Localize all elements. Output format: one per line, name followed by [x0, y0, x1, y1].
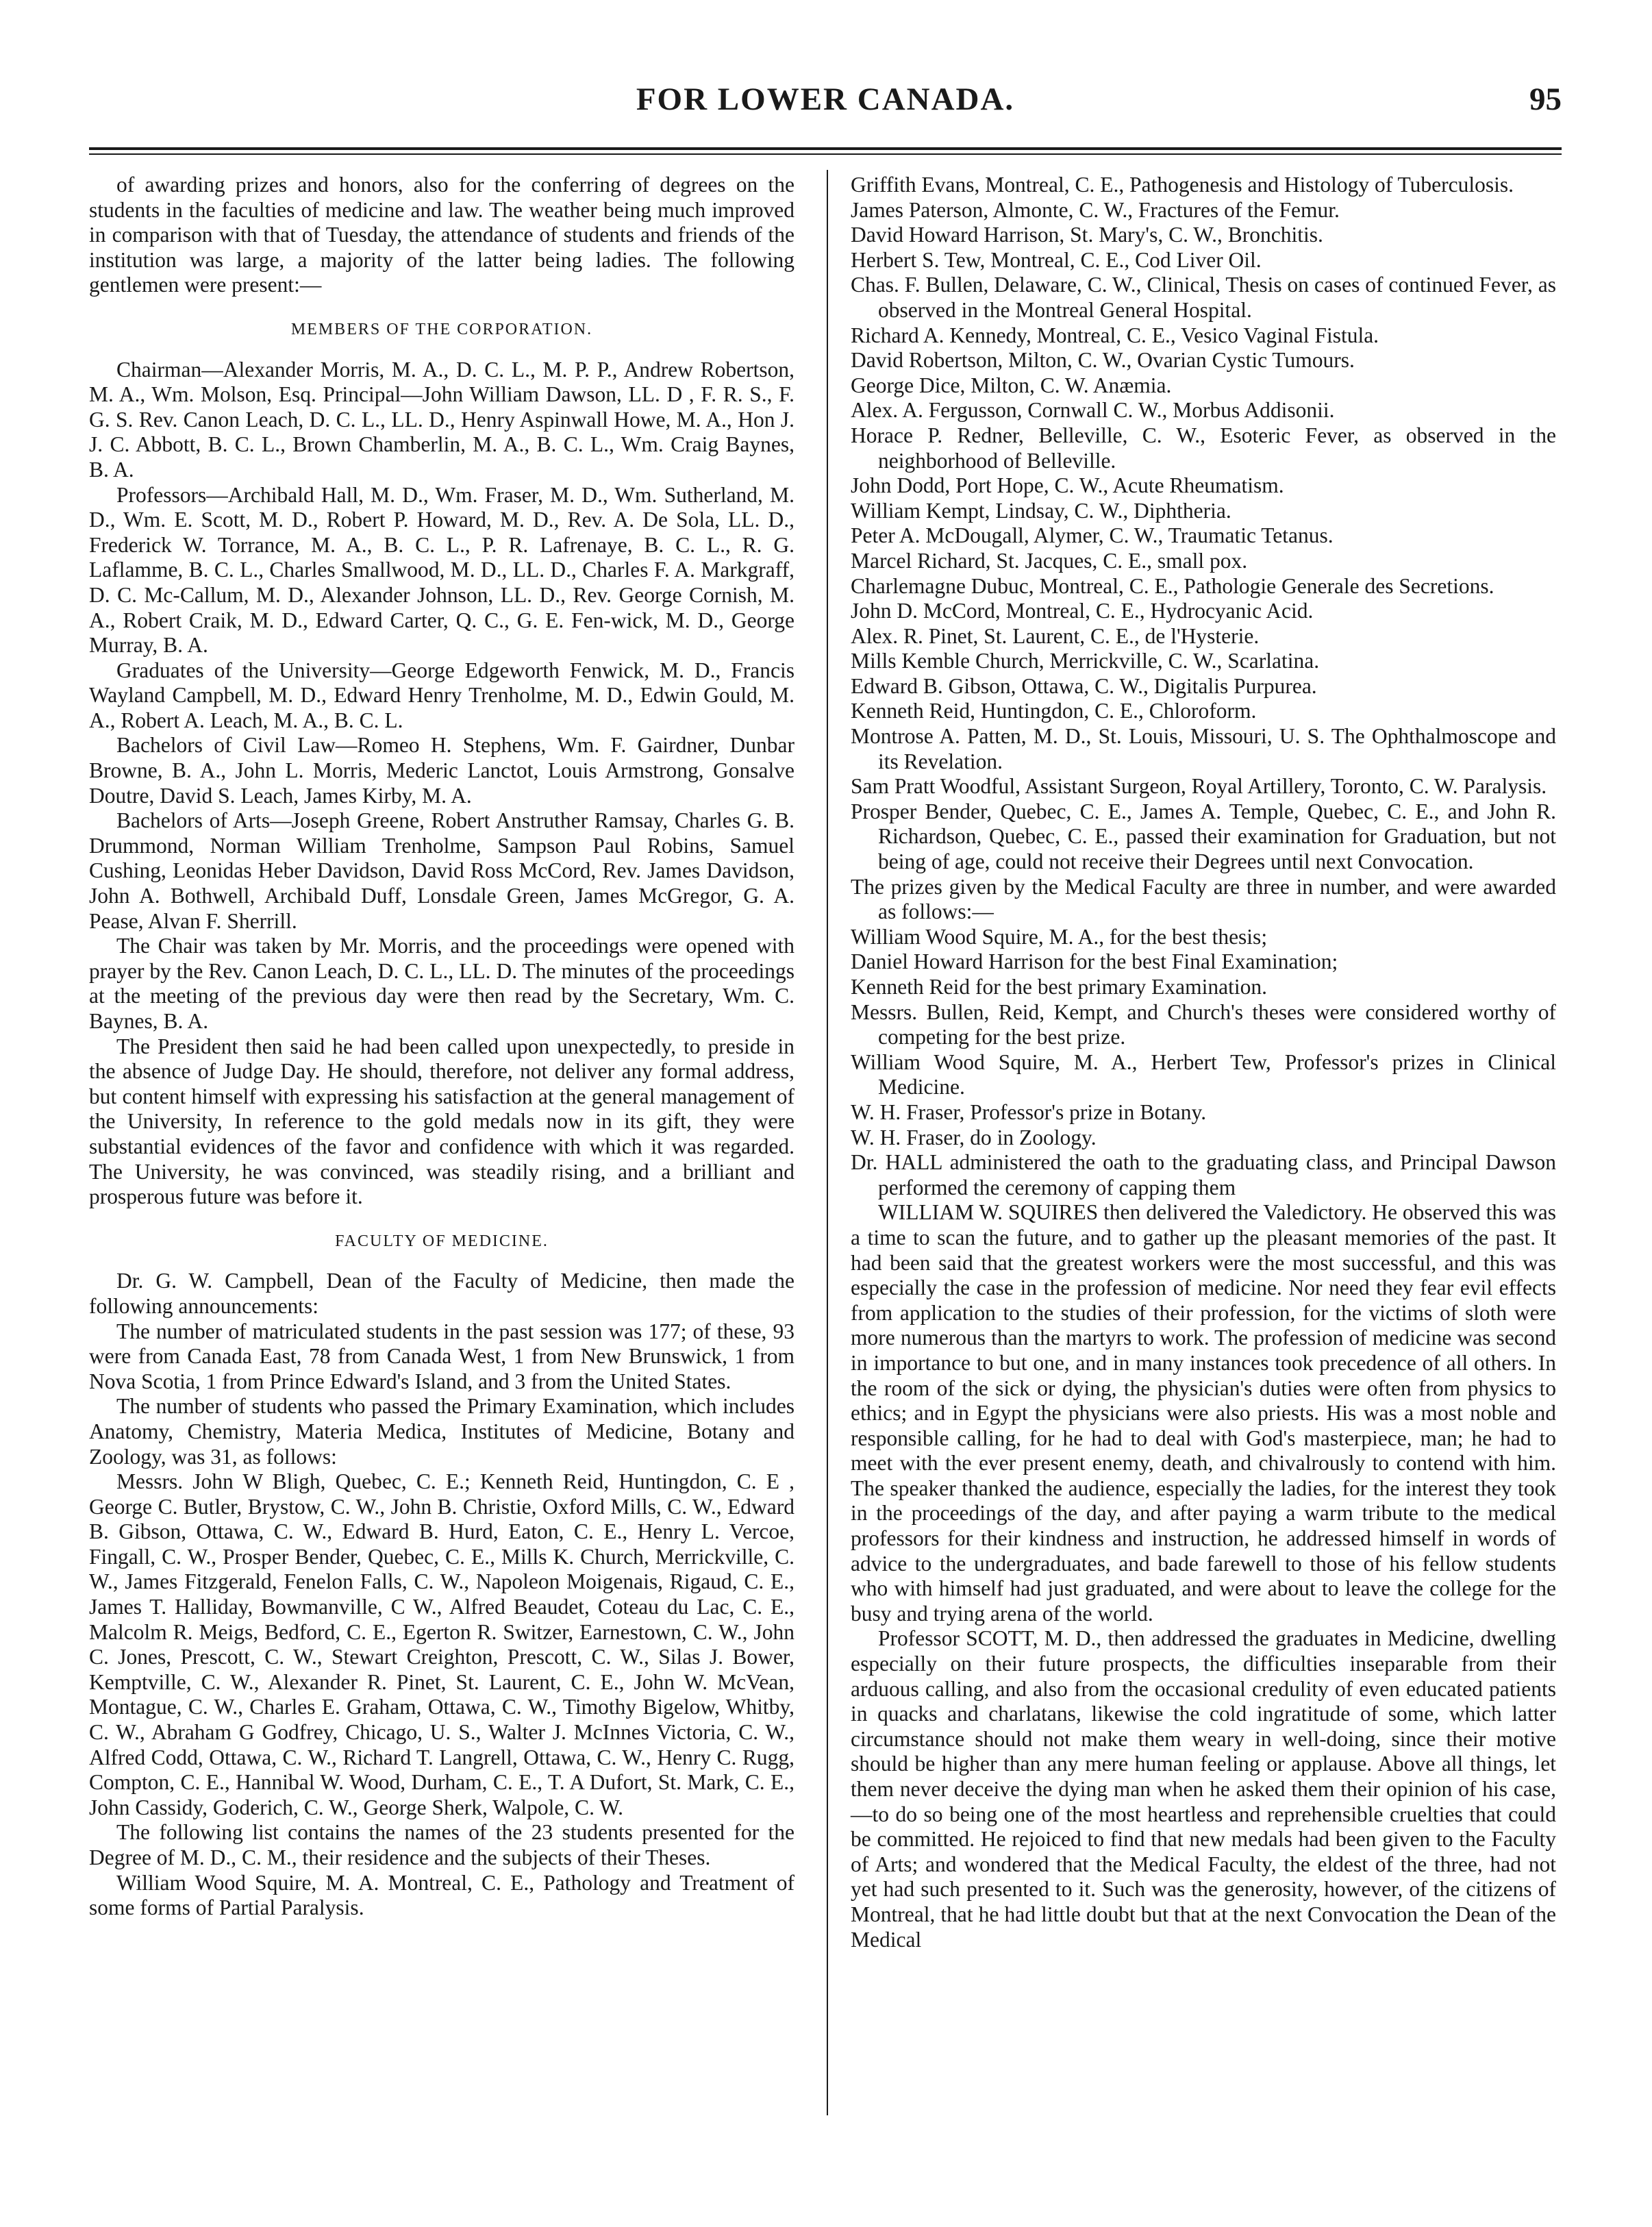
list-entry: Marcel Richard, St. Jacques, C. E., small pox.	[851, 548, 1248, 573]
paragraph: Bachelors of Arts—Joseph Greene, Robert Anstruther Ramsay, Charles G. B. Drummond, Norman William Trenholme, Sampson Paul Robins, Samuel Cushing, Leonidas Heber Davidson, David Ross McCord, Rev. James Davidson, John A. Bothwell, Archibald Duff, Lonsdale Green, James McGregor, G. A. Pease, Alvan F. Sherrill.	[89, 808, 794, 933]
list-entry: Edward B. Gibson, Ottawa, C. W., Digitalis Purpurea.	[851, 673, 1317, 698]
list-entry: William Wood Squire, M. A., for the best thesis;	[851, 924, 1268, 949]
list-entry: W. H. Fraser, do in Zoology.	[851, 1125, 1097, 1149]
list-entry: David Howard Harrison, St. Mary's, C. W., Bronchitis.	[851, 223, 1323, 247]
list-entry: William Kempt, Lindsay, C. W., Diphtheria.	[851, 498, 1231, 523]
column-divider	[827, 170, 828, 2115]
paragraph: Bachelors of Civil Law—Romeo H. Stephens, Wm. F. Gairdner, Dunbar Browne, B. A., John L. Morris, Mederic Lanctot, Louis Armstrong, Gonsalve Doutre, David S. Leach, James Kirby, M. A.	[89, 733, 794, 808]
list-entry: George Dice, Milton, C. W. Anæmia.	[851, 373, 1172, 397]
list-entry: Sam Pratt Woodful, Assistant Surgeon, Royal Artillery, Toronto, C. W. Paralysis.	[851, 774, 1547, 799]
paragraph: The following list contains the names of the 23 students presented for the Degree of M. D., C. M., their residence and the subjects of their Theses.	[89, 1820, 794, 1869]
list-entry: Alex. R. Pinet, St. Laurent, C. E., de l'Hysterie.	[851, 623, 1260, 648]
page-number: 95	[1529, 82, 1562, 117]
list-entry: Chas. F. Bullen, Delaware, C. W., Clinical, Thesis on cases of continued Fever, as observed in the Montreal General Hospital.	[851, 273, 1556, 322]
paragraph: Graduates of the University—George Edgeworth Fenwick, M. D., Francis Wayland Campbell, M. D., Edward Henry Trenholme, M. D., Edwin Gould, M. A., Robert A. Leach, M. A., B. C. L.	[89, 658, 794, 732]
list-entry: The prizes given by the Medical Faculty are three in number, and were awarded as follows:—	[851, 874, 1556, 924]
paragraph: of awarding prizes and honors, also for the conferring of degrees on the students in the faculties of medicine and law. The weather being much improved in comparison with that of Tuesday, the attendance of students and friends of the institution was large, a majority of the latter being ladies. The following gentlemen were present:—	[89, 173, 794, 297]
list-entry: Montrose A. Patten, M. D., St. Louis, Missouri, U. S. The Ophthalmoscope and its Revelation.	[851, 724, 1556, 773]
list-entry: David Robertson, Milton, C. W., Ovarian Cystic Tumours.	[851, 348, 1355, 373]
left-column	[89, 173, 794, 1921]
right-column	[851, 173, 1556, 1952]
list-entry: Prosper Bender, Quebec, C. E., James A. Temple, Quebec, C. E., and John R. Richardson, Quebec, C. E., passed their examination for Graduation, but not being of age, could not receive their Degrees until next Convocation.	[851, 799, 1556, 874]
section-heading: FACULTY OF MEDICINE.	[335, 1232, 549, 1250]
list-entry: Peter A. McDougall, Alymer, C. W., Traumatic Tetanus.	[851, 523, 1334, 548]
paragraph: Chairman—Alexander Morris, M. A., D. C. L., M. P. P., Andrew Robertson, M. A., Wm. Molson, Esq. Principal—John William Dawson, LL. D , F. R. S., F. G. S. Rev. Canon Leach, D. C. L., LL. D., Henry Aspinwall Howe, M. A., Hon J. J. C. Abbott, B. C. L., Brown Chamberlin, M. A., B. C. L., Wm. Craig Baynes, B. A.	[89, 357, 794, 482]
paragraph: WILLIAM W. SQUIRES then delivered the Valedictory. He observed this was a time to scan the future, and to gather up the pleasant memories of the past. It had been said that the greatest workers were the most successful, and this was especially the case in the profession of medicine. Nor need they fear evil effects from application to the studies of their profession, for the victims of sloth were more numerous than the martyrs to work. The profession of medicine was second in importance to but one, and in many instances took precedence of all others. In the room of the sick or dying, the physician's duties were often from physics to ethics; and in Egypt the physicians were also priests. His was a most noble and responsible calling, for he had to deal with God's masterpiece, man; he had to meet with the ever present enemy, death, and chivalrously to contend with him. The speaker thanked the audience, especially the ladies, for the interest they took in the proceedings of the day, and after paying a warm tribute to the medical professors for their kindness and instruction, he addressed himself in words of advice to the undergraduates, and bade farewell to those of his fellow students who with himself had just graduated, and were about to leave the college for the busy and trying arena of the world.	[851, 1200, 1556, 1626]
list-entry: W. H. Fraser, Professor's prize in Botany.	[851, 1099, 1207, 1124]
list-entry: Messrs. Bullen, Reid, Kempt, and Church's theses were considered worthy of competing for the best prize.	[851, 999, 1556, 1049]
list-entry: Mills Kemble Church, Merrickville, C. W., Scarlatina.	[851, 649, 1320, 673]
page-header	[89, 81, 1562, 129]
paragraph: The number of students who passed the Primary Examination, which includes Anatomy, Chemistry, Materia Medica, Institutes of Medicine, Botany and Zoology, was 31, as follows:	[89, 1394, 794, 1469]
list-entry: John D. McCord, Montreal, C. E., Hydrocyanic Acid.	[851, 599, 1314, 623]
paragraph: Messrs. John W Bligh, Quebec, C. E.; Kenneth Reid, Huntingdon, C. E , George C. Butler, Brystow, C. W., John B. Christie, Oxford Mills, C. W., Edward B. Gibson, Ottawa, C. W., Edward B. Hurd, Eaton, C. E., Henry L. Vercoe, Fingall, C. W., Prosper Bender, Quebec, C. E., Mills K. Church, Merrickville, C. W., James Fitzgerald, Fenelon Falls, C. W., Napoleon Moigenais, Rigaud, C. E., James T. Halliday, Bowmanville, C W., Alfred Beaudet, Coteau du Lac, C. E., Malcolm R. Meigs, Bedford, C. E., Egerton R. Switzer, Earnestown, C. W., John C. Jones, Prescott, C. W., Stewart Creighton, Prescott, C. W., Silas J. Bower, Kemptville, C. W., Alexander R. Pinet, St. Laurent, C. E., John W. McVean, Montague, C. W., Charles E. Graham, Ottawa, C. W., Timothy Bigelow, Whitby, C. W., Abraham G Godfrey, Chicago, U. S., Walter J. McInnes Victoria, C. W., Alfred Codd, Ottawa, C. W., Richard T. Langrell, Ottawa, C. W., Henry C. Rugg, Compton, C. E., Hannibal W. Wood, Durham, C. E., T. A Dufort, St. Mark, C. E., John Cassidy, Goderich, C. W., George Sherk, Walpole, C. W.	[89, 1469, 794, 1819]
running-title: FOR LOWER CANADA.	[636, 82, 1015, 117]
list-entry: Richard A. Kennedy, Montreal, C. E., Vesico Vaginal Fistula.	[851, 323, 1379, 347]
list-entry: Kenneth Reid, Huntingdon, C. E., Chloroform.	[851, 699, 1257, 723]
paragraph: Professors—Archibald Hall, M. D., Wm. Fraser, M. D., Wm. Sutherland, M. D., Wm. E. Scott, M. D., Robert P. Howard, M. D., Rev. A. De Sola, LL. D., Frederick W. Torrance, M. A., B. C. L., P. R. Lafrenaye, B. C. L., R. G. Laflamme, B. C. L., Charles Smallwood, M. D., LL. D., Charles F. A. Markgraff, D. C. Mc-Callum, M. D., Alexander Johnson, LL. D., Rev. George Cornish, M. A., Robert Craik, M. D., Edward Carter, Q. C., G. E. Fen-wick, M. D., George Murray, B. A.	[89, 482, 794, 658]
list-entry: Charlemagne Dubuc, Montreal, C. E., Pathologie Generale des Secretions.	[851, 573, 1494, 598]
list-entry: John Dodd, Port Hope, C. W., Acute Rheumatism.	[851, 473, 1284, 498]
list-entry: Alex. A. Fergusson, Cornwall C. W., Morbus Addisonii.	[851, 398, 1335, 423]
paragraph: Professor SCOTT, M. D., then addressed the graduates in Medicine, dwelling especially on their future prospects, the difficulties inseparable from their arduous calling, and also from the occasional credulity of even educated patients in quacks and charlatans, likewise the cold ingratitude of some, which latter circumstance should not make them weary in well-doing, since their motive should be higher than any mere human feeling or applause. Above all things, let them never deceive the dying man when he asked them their opinion of his case,—to do so being one of the most heartless and reprehensible cruelties that could be committed. He rejoiced to find that new medals had been given to the Faculty of Arts; and wondered that the Medical Faculty, the eldest of the three, had not yet had such presented to it. Such was the generosity, however, of the citizens of Montreal, that he had little doubt but that at the next Convocation the Dean of the Medical	[851, 1626, 1556, 1952]
header-rule-thick	[89, 147, 1562, 150]
list-entry: Griffith Evans, Montreal, C. E., Pathogenesis and Histology of Tuberculosis.	[851, 173, 1514, 197]
list-entry: Herbert S. Tew, Montreal, C. E., Cod Liver Oil.	[851, 247, 1262, 272]
list-entry: Dr. HALL administered the oath to the graduating class, and Principal Dawson performed the ceremony of capping them	[851, 1150, 1556, 1199]
list-entry: William Wood Squire, M. A., Herbert Tew, Professor's prizes in Clinical Medicine.	[851, 1049, 1556, 1099]
paragraph: William Wood Squire, M. A. Montreal, C. E., Pathology and Treatment of some forms of Partial Paralysis.	[89, 1870, 794, 1920]
paragraph: The President then said he had been called upon unexpectedly, to preside in the absence of Judge Day. He should, therefore, not deliver any formal address, but content himself with expressing his satisfaction at the general management of the University, In reference to the gold medals now in its gift, they were substantial evidences of the favor and confidence with which it was regarded. The University, he was convinced, was steadily rising, and a brilliant and prosperous future was before it.	[89, 1034, 794, 1209]
section-heading: MEMBERS OF THE CORPORATION.	[290, 320, 593, 338]
list-entry: Horace P. Redner, Belleville, C. W., Esoteric Fever, as observed in the neighborhood of Belleville.	[851, 423, 1556, 473]
paragraph: Dr. G. W. Campbell, Dean of the Faculty of Medicine, then made the following announcements:	[89, 1269, 794, 1318]
paragraph: The Chair was taken by Mr. Morris, and the proceedings were opened with prayer by the Rev. Canon Leach, D. C. L., LL. D. The minutes of the proceedings at the meeting of the previous day were then read by the Secretary, Wm. C. Baynes, B. A.	[89, 934, 794, 1033]
list-entry: James Paterson, Almonte, C. W., Fractures of the Femur.	[851, 197, 1340, 222]
list-entry: Daniel Howard Harrison for the best Final Examination;	[851, 949, 1338, 974]
list-entry: Kenneth Reid for the best primary Examination.	[851, 975, 1267, 999]
paragraph: The number of matriculated students in the past session was 177; of these, 93 were from Canada East, 78 from Canada West, 1 from New Brunswick, 1 from Nova Scotia, 1 from Prince Edward's Island, and 3 from the United States.	[89, 1319, 794, 1393]
header-rule-thin	[89, 153, 1562, 155]
